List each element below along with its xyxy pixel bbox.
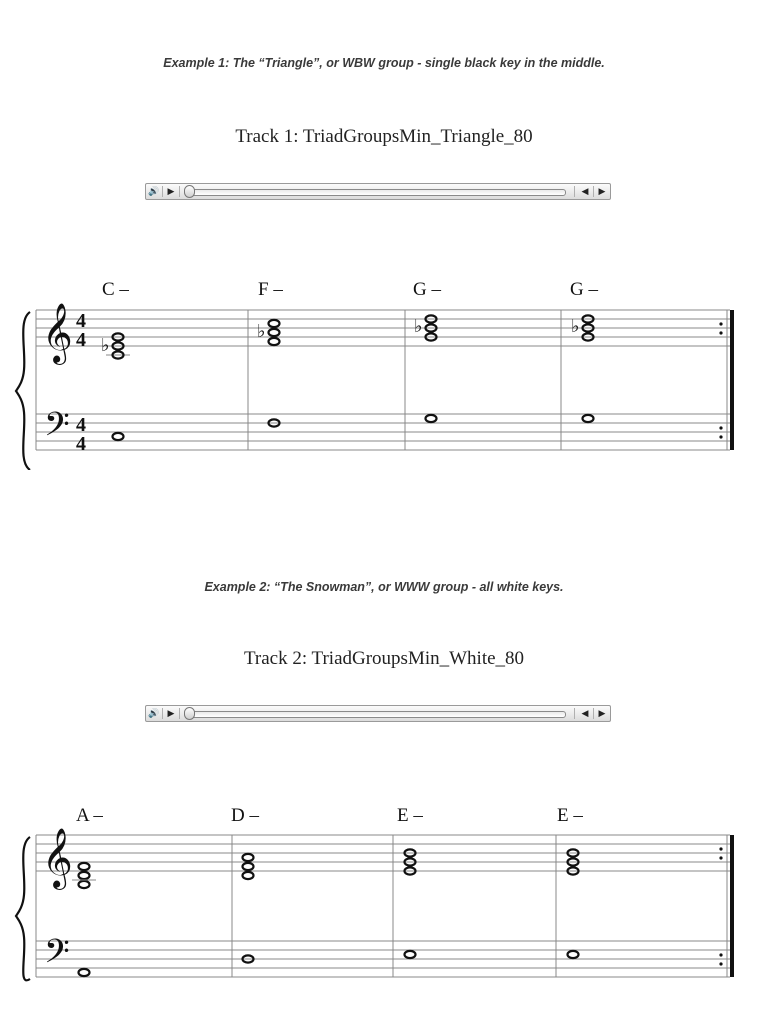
svg-text:♭: ♭ (414, 316, 423, 337)
step-forward-icon[interactable]: ▶ (598, 708, 606, 719)
progress-knob[interactable] (184, 707, 195, 720)
svg-text:4: 4 (76, 310, 86, 332)
chord-symbol: C – (102, 279, 129, 300)
progress-track[interactable] (188, 189, 566, 196)
svg-text:♭: ♭ (101, 335, 110, 356)
bass-clef-icon: 𝄢 (44, 406, 70, 452)
score-example-2 (0, 795, 768, 995)
brace-icon (16, 837, 30, 980)
step-back-icon[interactable]: ◀ (581, 708, 589, 719)
svg-text:4: 4 (76, 414, 86, 436)
chord-symbol: E – (397, 805, 423, 826)
treble-clef-icon: 𝄞 (42, 303, 73, 363)
score-example-1 (0, 270, 768, 470)
bass-clef-icon: 𝄢 (44, 933, 70, 979)
chord-symbol: G – (413, 279, 441, 300)
svg-text:♭: ♭ (257, 321, 266, 342)
example-2-caption: Example 2: “The Snowman”, or WWW group - all white keys. (204, 580, 564, 594)
treble-clef-icon: 𝄞 (42, 828, 73, 888)
step-forward-icon[interactable]: ▶ (598, 186, 606, 197)
example-1-caption: Example 1: The “Triangle”, or WBW group - single black key in the middle. (163, 56, 605, 70)
speaker-icon[interactable]: 🔊 (148, 708, 160, 719)
svg-text:♭: ♭ (571, 316, 580, 337)
speaker-icon[interactable]: 🔊 (148, 186, 160, 197)
chord-symbol: A – (76, 805, 103, 826)
play-icon[interactable]: ▶ (167, 708, 175, 719)
track-1-title: Track 1: TriadGroupsMin_Triangle_80 (235, 126, 533, 147)
step-back-icon[interactable]: ◀ (581, 186, 589, 197)
chord-symbol: G – (570, 279, 598, 300)
chord-symbol: D – (231, 805, 259, 826)
progress-track[interactable] (188, 711, 566, 718)
chord-symbol: F – (258, 279, 283, 300)
track-2-title: Track 2: TriadGroupsMin_White_80 (243, 648, 525, 669)
brace-icon (16, 312, 30, 470)
progress-knob[interactable] (184, 185, 195, 198)
svg-text:4: 4 (76, 329, 86, 351)
chord-symbol: E – (557, 805, 583, 826)
svg-text:4: 4 (76, 433, 86, 455)
audio-player-1 (145, 183, 611, 200)
audio-player-2 (145, 705, 611, 722)
play-icon[interactable]: ▶ (167, 186, 175, 197)
